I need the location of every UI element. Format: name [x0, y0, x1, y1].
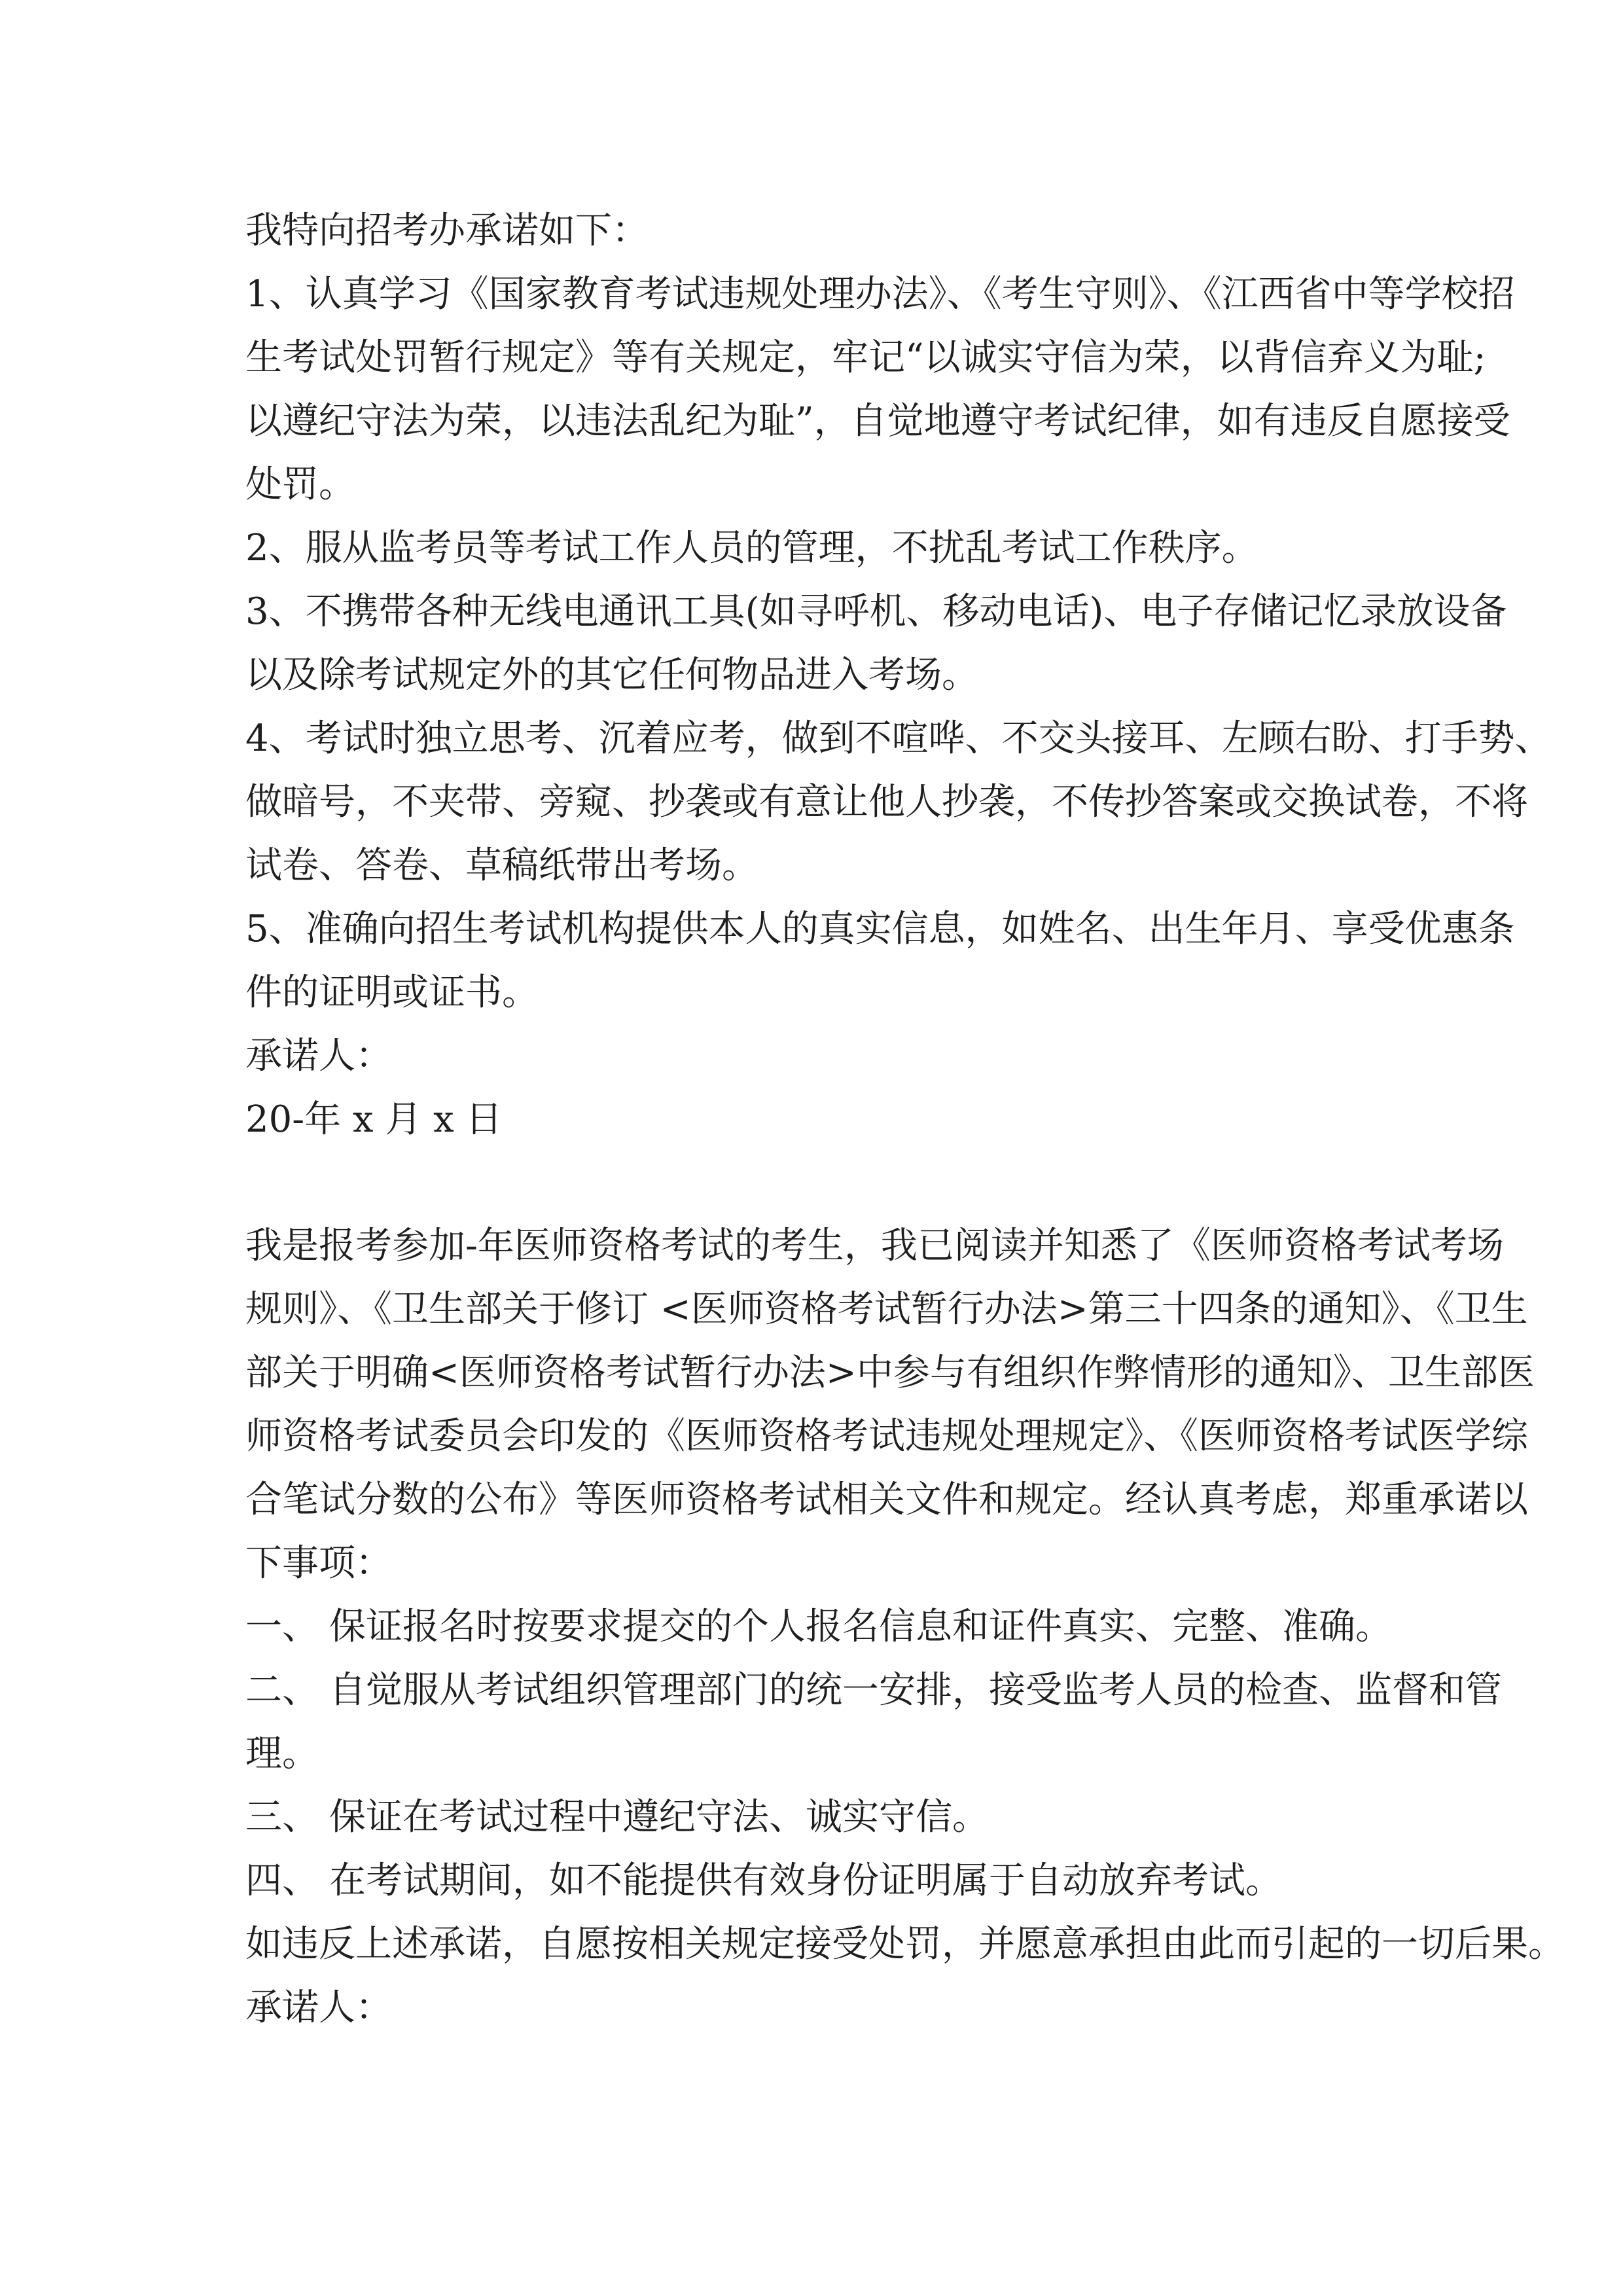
pledge-section-physician-exam [245, 1214, 1565, 2039]
pledge-line: 2、服从监考员等考试工作人员的管理，不扰乱考试工作秩序。 [245, 527, 1258, 569]
pledge-line: 试卷、答卷、草稿纸带出考场。 [245, 844, 758, 887]
pledge-item [245, 1595, 1554, 1659]
pledge-item [245, 1659, 1554, 1722]
item-continuation: 理。 [245, 1732, 319, 1775]
pledge-line: 3、不携带各种无线电通讯工具(如寻呼机、移动电话)、电子存储记忆录放设备 [245, 590, 1507, 633]
item-text: 保证报名时按要求提交的个人报名信息和证件真实、完整、准确。 [329, 1605, 1392, 1648]
signer-label: 承诺人： [245, 1986, 392, 2029]
pledge-line: 5、准确向招生考试机构提供本人的真实信息，如姓名、出生年月、享受优惠条 [245, 908, 1515, 950]
pledge-intro-line: 我是报考参加-年医师资格考试的考生，我已阅读并知悉了《医师资格考试考场 [245, 1225, 1504, 1267]
pledge-intro-line: 下事项： [245, 1542, 392, 1585]
pledge-intro-line: 师资格考试委员会印发的《医师资格考试违规处理规定》、《医师资格考试医学综 [245, 1415, 1528, 1458]
pledge-section-exam-office [245, 199, 1554, 1151]
pledge-item [245, 1785, 1554, 1849]
item-marker: 二、 [245, 1669, 319, 1712]
closing-statement: 如违反上述承诺，自愿按相关规定接受处罚，并愿意承担由此而引起的一切后果。 [245, 1923, 1565, 1965]
pledge-line: 1、认真学习《国家教育考试违规处理办法》、《考生守则》、《江西省中等学校招 [245, 273, 1515, 315]
pledge-line: 件的证明或证书。 [245, 971, 539, 1014]
signer-label: 承诺人： [245, 1035, 392, 1077]
pledge-line: 以及除考试规定外的其它任何物品进入考场。 [245, 654, 978, 696]
item-marker: 一、 [245, 1605, 319, 1648]
item-text: 自觉服从考试组织管理部门的统一安排，接受监考人员的检查、监督和管 [329, 1669, 1502, 1712]
pledge-line: 4、考试时独立思考、沉着应考，做到不喧哗、不交头接耳、左顾右盼、打手势、 [245, 717, 1552, 760]
pledge-line: 以遵纪守法为荣，以违法乱纪为耻”，自觉地遵守考试纪律，如有违反自愿接受 [245, 400, 1510, 442]
item-marker: 四、 [245, 1859, 319, 1902]
item-text: 在考试期间，如不能提供有效身份证明属于自动放弃考试。 [329, 1859, 1282, 1902]
pledge-intro-line: 部关于明确<医师资格考试暂行办法>中参与有组织作弊情形的通知》、卫生部医 [245, 1352, 1535, 1394]
signature-date: 20-年 x 月 x 日 [245, 1098, 503, 1141]
pledge-line: 做暗号，不夹带、旁窥、抄袭或有意让他人抄袭，不传抄答案或交换试卷，不将 [245, 781, 1528, 823]
pledge-item [245, 1849, 1554, 1912]
pledge-intro: 我特向招考办承诺如下： [245, 209, 649, 252]
pledge-intro-line: 合笔试分数的公布》等医师资格考试相关文件和规定。经认真考虑，郑重承诺以 [245, 1479, 1528, 1521]
pledge-intro-line: 规则》、《卫生部关于修订 <医师资格考试暂行办法>第三十四条的通知》、《卫生 [245, 1288, 1528, 1331]
pledge-line: 生考试处罚暂行规定》等有关规定，牢记“以诚实守信为荣，以背信弃义为耻; [245, 336, 1486, 379]
item-text: 保证在考试过程中遵纪守法、诚实守信。 [329, 1796, 989, 1839]
item-marker: 三、 [245, 1796, 319, 1839]
pledge-line: 处罚。 [245, 463, 355, 506]
